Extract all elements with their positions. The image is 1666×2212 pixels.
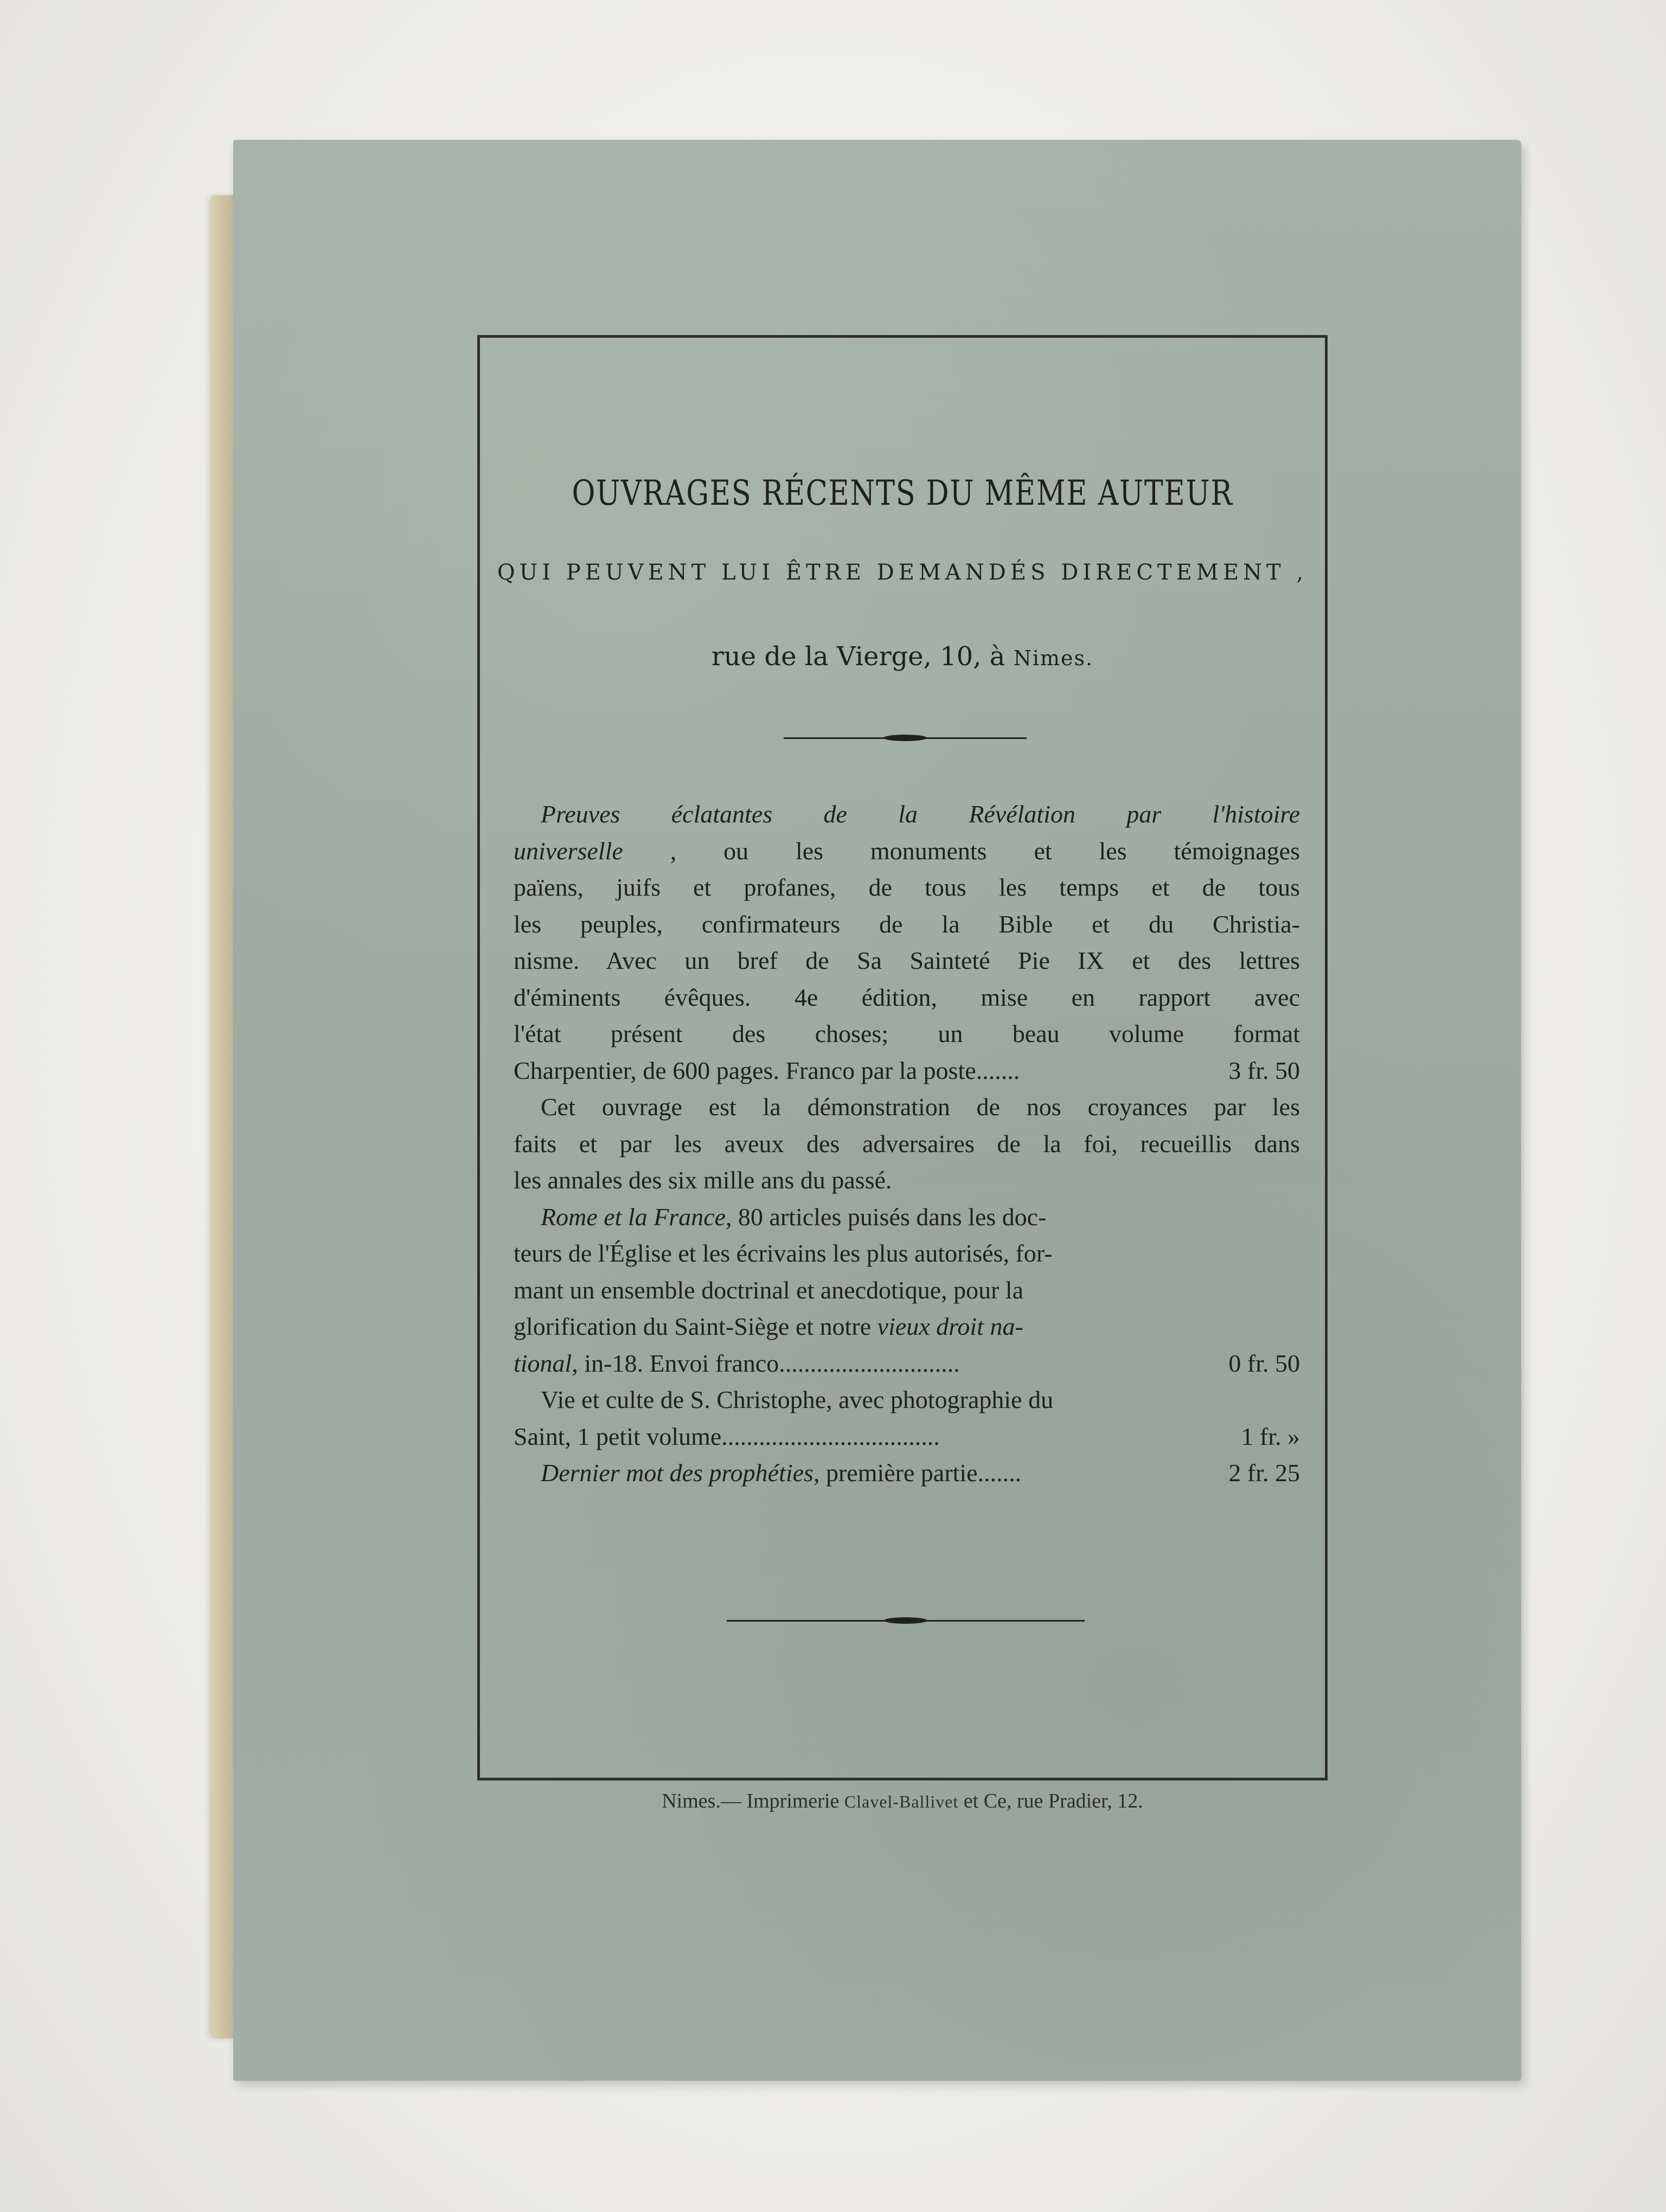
list-item: les peuples, confirmateurs de la Bible et du Christia-: [514, 910, 1300, 938]
list-item: païens, juifs et profanes, de tous les temps et de tous: [514, 873, 1300, 901]
book-listing: [514, 796, 1300, 1491]
list-item: Saint, 1 petit volume................................... 1 fr. »: [514, 1418, 1300, 1455]
list-item: nisme. Avec un bref de Sa Sainteté Pie IX et des lettres: [514, 947, 1300, 974]
price-label: 2 fr. 25: [1228, 1459, 1300, 1487]
list-item: universelle , ou les monuments et les témoignages: [514, 837, 1300, 865]
list-item: Cet ouvrage est la démonstration de nos croyances par les: [541, 1093, 1300, 1121]
list-item: faits et par les aveux des adversaires de la foi, recueillis dans: [514, 1129, 1300, 1158]
page-title: OUVRAGES RÉCENTS DU MÊME AUTEUR: [572, 473, 1233, 513]
list-item: glorification du Saint-Siège et notre vieux droit na-: [514, 1313, 1023, 1340]
bottom-ornament-rule: [727, 1617, 1085, 1624]
price-label: 1 fr. »: [1241, 1422, 1300, 1450]
address-city: Nimes.: [1013, 646, 1094, 670]
list-item: Preuves éclatantes de la Révélation par l'histoire: [541, 800, 1300, 828]
list-item: d'éminents évêques. 4e édition, mise en rapport avec: [514, 983, 1300, 1011]
printer-imprint: Nimes.— Imprimerie Clavel-Ballivet et Ce, rue Pradier, 12.: [662, 1790, 1143, 1812]
list-item: l'état présent des choses; un beau volume format: [514, 1020, 1300, 1047]
list-item: les annales des six mille ans du passé.: [514, 1166, 892, 1194]
list-item: teurs de l'Église et les écrivains les plus autorisés, for-: [514, 1239, 1053, 1267]
price-label: 3 fr. 50: [1228, 1056, 1300, 1084]
list-item: tional, in-18. Envoi franco............................. 0 fr. 50: [514, 1345, 1300, 1382]
list-item: Dernier mot des prophéties, première partie....... 2 fr. 25: [514, 1455, 1300, 1491]
list-item: Rome et la France, 80 articles puisés dans les doc-: [541, 1203, 1047, 1231]
list-item: Vie et culte de S. Christophe, avec photographie du: [541, 1386, 1054, 1413]
text-frame: [477, 335, 1328, 1780]
address-street: rue de la Vierge, 10, à: [711, 641, 1014, 672]
list-item: Charpentier, de 600 pages. Franco par la poste....... 3 fr. 50: [514, 1052, 1300, 1089]
price-label: 0 fr. 50: [1228, 1349, 1300, 1377]
list-item: mant un ensemble doctrinal et anecdotique, pour la: [514, 1276, 1024, 1304]
page-subtitle: QUI PEUVENT LUI ÊTRE DEMANDÉS DIRECTEMENT ,: [497, 560, 1308, 585]
top-ornament-rule: [784, 735, 1027, 741]
author-address: [480, 641, 1325, 672]
